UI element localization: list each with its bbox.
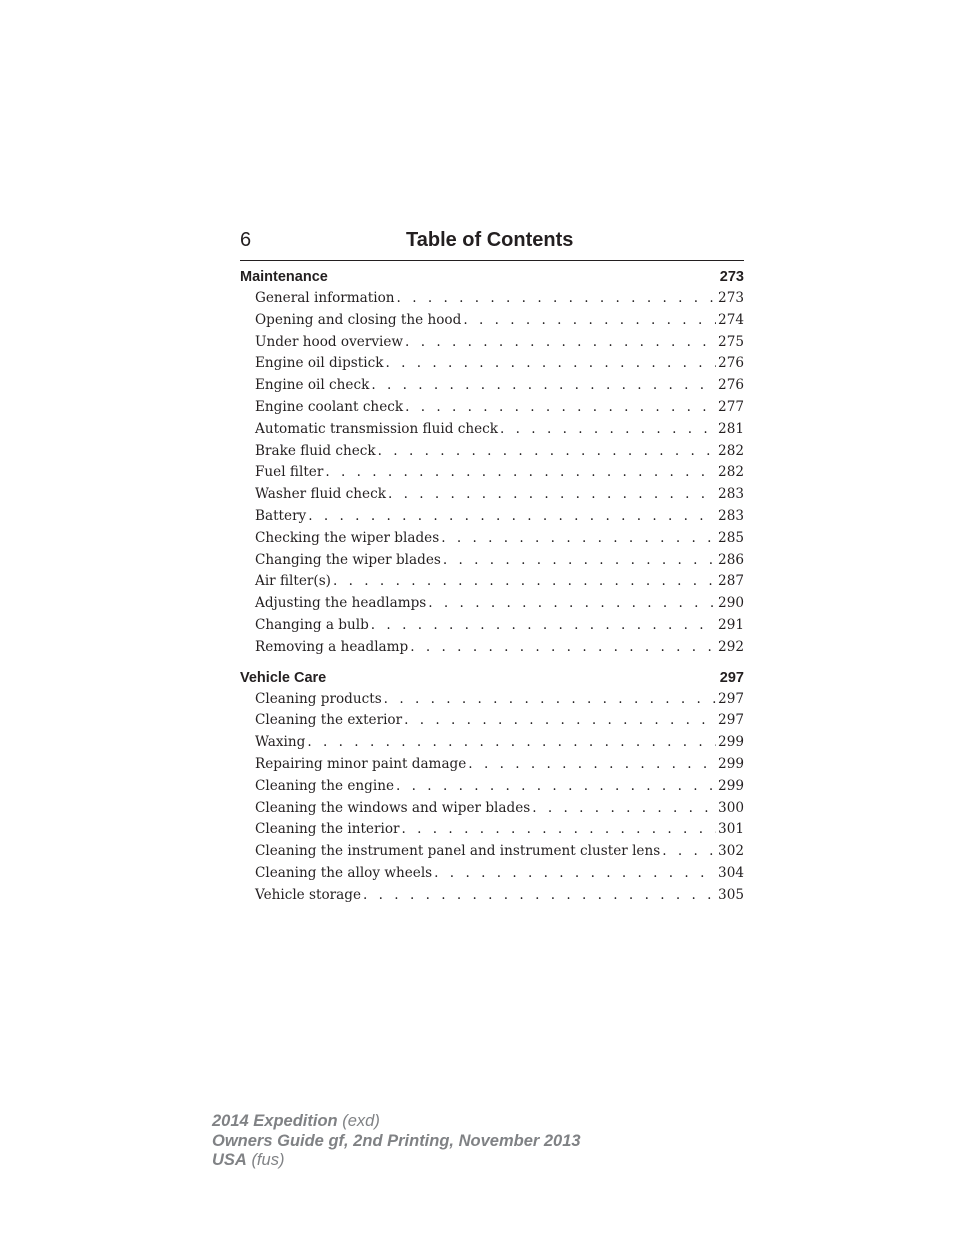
dot-leader (405, 332, 716, 354)
footer (212, 1112, 581, 1171)
toc-entry-page: 291 (718, 616, 744, 633)
toc-entry-page: 287 (718, 573, 744, 590)
toc-entry-label: Changing a bulb (255, 616, 369, 633)
toc-entry[interactable] (240, 332, 744, 354)
footer-model: 2014 Expedition (212, 1112, 338, 1130)
toc-entry-label: Engine oil dipstick (255, 355, 384, 372)
toc-entry-label: Air filter(s) (255, 573, 331, 590)
page-title: Table of Contents (406, 229, 574, 251)
toc-entry[interactable] (240, 441, 744, 463)
toc-entry-label: Repairing minor paint damage (255, 755, 467, 772)
dot-leader (404, 710, 716, 732)
toc-entry-page: 290 (718, 595, 744, 612)
toc-entry-page: 304 (718, 864, 744, 881)
page-number: 6 (240, 229, 252, 251)
toc-entry-page: 274 (718, 311, 744, 328)
footer-model-code: (exd) (342, 1112, 380, 1130)
toc-entry[interactable] (240, 550, 744, 572)
toc-entry[interactable] (240, 689, 744, 711)
toc-entry-label: Cleaning products (255, 690, 382, 707)
section-title: Maintenance (240, 269, 328, 285)
dot-leader (384, 689, 716, 711)
toc-entry-label: Cleaning the windows and wiper blades (255, 799, 531, 816)
toc-entry-page: 286 (718, 551, 744, 568)
toc-entry[interactable] (240, 776, 744, 798)
toc-entry-label: Waxing (255, 734, 306, 751)
toc-entry[interactable] (240, 506, 744, 528)
section-title: Vehicle Care (240, 669, 327, 686)
dot-leader (371, 375, 716, 397)
toc-entry[interactable] (240, 615, 744, 637)
toc-entry-page: 302 (718, 843, 744, 860)
toc-entry[interactable] (240, 841, 744, 863)
section-heading[interactable] (240, 667, 744, 689)
section-heading[interactable] (240, 266, 744, 288)
toc-entry-label: Cleaning the interior (255, 821, 400, 838)
footer-guide: Owners Guide gf, 2nd Printing, November 2013 (212, 1131, 581, 1150)
dot-leader (333, 571, 716, 593)
toc-entry[interactable] (240, 571, 744, 593)
section-gap (240, 659, 744, 667)
dot-leader (308, 506, 716, 528)
toc-entry-page: 277 (718, 398, 744, 415)
toc-entry-label: Removing a headlamp (255, 638, 409, 655)
footer-region-line (212, 1151, 581, 1171)
toc-entry-label: Cleaning the alloy wheels (255, 864, 433, 881)
toc-entry-label: Fuel filter (255, 464, 324, 481)
footer-model-line (212, 1112, 581, 1132)
dot-leader (434, 863, 716, 885)
toc-entry[interactable] (240, 885, 744, 907)
toc-entry[interactable] (240, 637, 744, 659)
dot-leader (307, 732, 716, 754)
toc-entry-page: 282 (718, 442, 744, 459)
dot-leader (405, 397, 716, 419)
toc-entry-label: Battery (255, 507, 307, 524)
toc-entry-label: Opening and closing the hood (255, 311, 462, 328)
toc-entry-page: 299 (718, 777, 744, 794)
dot-leader (428, 593, 716, 615)
toc-entry[interactable] (240, 419, 744, 441)
dot-leader (325, 462, 716, 484)
toc-entry-page: 305 (718, 886, 744, 903)
toc-entry[interactable] (240, 819, 744, 841)
section-page: 273 (719, 269, 744, 285)
toc-entry-label: Automatic transmission fluid check (255, 420, 499, 437)
toc-entry-page: 282 (718, 464, 744, 481)
toc-entry[interactable] (240, 754, 744, 776)
toc-entry-page: 292 (718, 638, 744, 655)
dot-leader (410, 637, 716, 659)
toc-entry-page: 297 (718, 712, 744, 729)
toc-entry[interactable] (240, 288, 744, 310)
dot-leader (441, 528, 716, 550)
footer-region: USA (212, 1151, 247, 1169)
toc-entry-page: 299 (718, 755, 744, 772)
dot-leader (371, 615, 716, 637)
toc-entry-page: 283 (718, 507, 744, 524)
footer-region-code: (fus) (251, 1151, 285, 1169)
toc-entry-label: Under hood overview (255, 333, 404, 350)
toc-entry-label: Engine coolant check (255, 398, 404, 415)
toc-entry[interactable] (240, 353, 744, 375)
toc-entry-label: Engine oil check (255, 377, 370, 394)
toc-entry-page: 299 (718, 734, 744, 751)
page-header (240, 228, 744, 261)
toc-entry[interactable] (240, 593, 744, 615)
toc-entry-label: Changing the wiper blades (255, 551, 441, 568)
toc-entry[interactable] (240, 528, 744, 550)
dot-leader (463, 310, 716, 332)
toc-entry-label: Adjusting the headlamps (255, 595, 427, 612)
dot-leader (532, 798, 716, 820)
toc-entry[interactable] (240, 798, 744, 820)
toc-entry-page: 281 (718, 420, 744, 437)
toc-entry-page: 276 (718, 355, 744, 372)
dot-leader (468, 754, 716, 776)
toc-entry-page: 276 (718, 377, 744, 394)
dot-leader (397, 288, 717, 310)
footer-guide-line (212, 1132, 581, 1152)
toc-entry-page: 273 (718, 290, 744, 306)
toc-entry[interactable] (240, 310, 744, 332)
toc-entry-label: Vehicle storage (255, 886, 362, 903)
toc-entry-page: 285 (718, 529, 744, 546)
toc-entry-label: Brake fluid check (255, 442, 376, 459)
toc-entry[interactable] (240, 863, 744, 885)
toc-entry[interactable] (240, 397, 744, 419)
toc-entry-page: 300 (718, 799, 744, 816)
toc-entry-label: Washer fluid check (255, 486, 386, 503)
toc-entry-page: 301 (718, 821, 744, 838)
table-of-contents (240, 266, 744, 907)
dot-leader (385, 353, 716, 375)
dot-leader (363, 885, 716, 907)
section-page: 297 (719, 669, 744, 686)
toc-entry-label: Cleaning the engine (255, 777, 395, 794)
dot-leader (443, 550, 716, 572)
dot-leader (388, 484, 716, 506)
toc-entry[interactable] (240, 375, 744, 397)
toc-entry[interactable] (240, 484, 744, 506)
toc-entry-page: 297 (718, 690, 744, 707)
toc-entry[interactable] (240, 732, 744, 754)
dot-leader (378, 441, 716, 463)
toc-entry-label: Checking the wiper blades (255, 529, 440, 546)
toc-entry-label: General information (255, 290, 395, 306)
toc-entry-label: Cleaning the exterior (255, 712, 403, 729)
toc-entry[interactable] (240, 462, 744, 484)
dot-leader (402, 819, 717, 841)
toc-entry-page: 283 (718, 486, 744, 503)
toc-entry-page: 275 (718, 333, 744, 350)
toc-entry[interactable] (240, 710, 744, 732)
toc-entry-label: Cleaning the instrument panel and instrument cluster lens (255, 843, 661, 860)
dot-leader (662, 841, 716, 863)
dot-leader (396, 776, 716, 798)
dot-leader (500, 419, 716, 441)
